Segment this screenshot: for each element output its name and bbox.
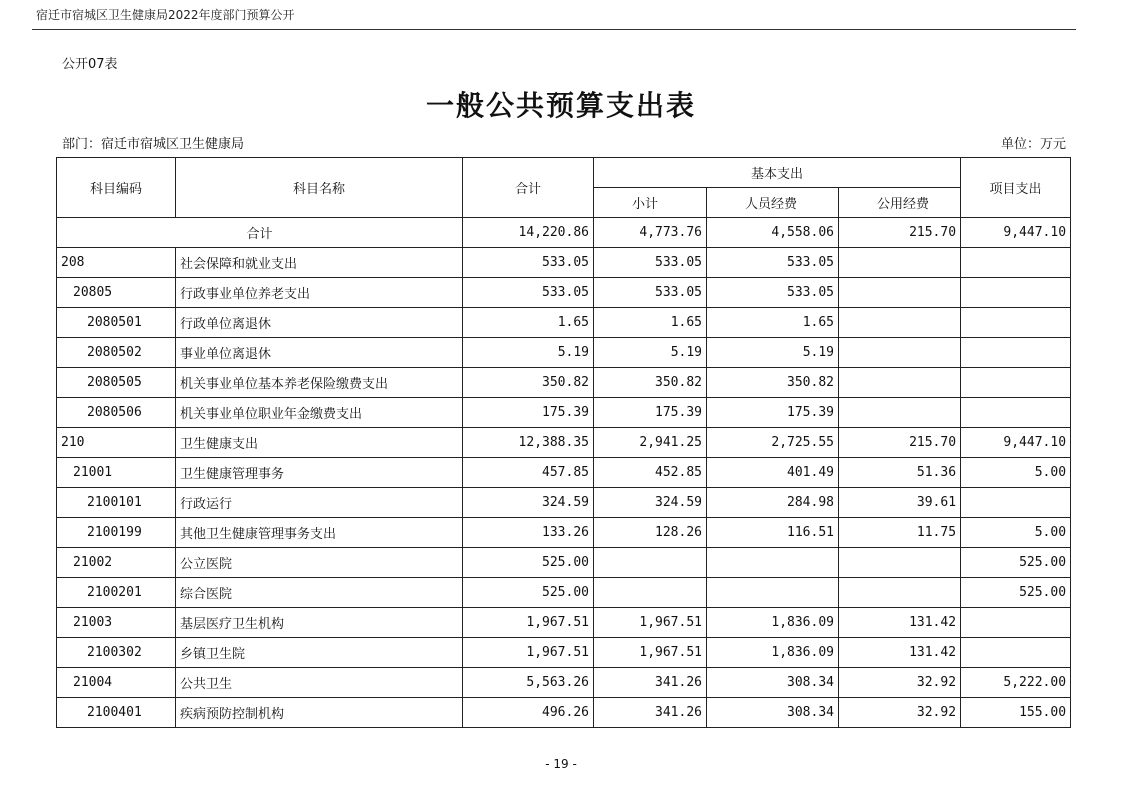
col-header-project: 项目支出 xyxy=(961,158,1071,218)
row-subtotal xyxy=(594,578,707,608)
table-row xyxy=(57,338,1071,368)
col-header-basic: 基本支出 xyxy=(594,158,961,188)
row-code: 21002 xyxy=(57,548,176,578)
row-subtotal: 1,967.51 xyxy=(594,608,707,638)
table-row xyxy=(57,428,1071,458)
row-code: 2100302 xyxy=(57,638,176,668)
table-row xyxy=(57,308,1071,338)
row-total: 5.19 xyxy=(463,338,594,368)
row-name: 疾病预防控制机构 xyxy=(176,698,463,728)
row-public xyxy=(839,308,961,338)
col-header-code: 科目编码 xyxy=(57,158,176,218)
col-header-total: 合计 xyxy=(463,158,594,218)
row-subtotal xyxy=(594,548,707,578)
total-row-subtotal: 4,773.76 xyxy=(594,218,707,248)
row-project xyxy=(961,608,1071,638)
row-personnel xyxy=(707,578,839,608)
header-divider xyxy=(32,29,1076,30)
row-public: 11.75 xyxy=(839,518,961,548)
row-code: 2100201 xyxy=(57,578,176,608)
row-total: 1,967.51 xyxy=(463,608,594,638)
row-public xyxy=(839,248,961,278)
total-row-public: 215.70 xyxy=(839,218,961,248)
row-total: 1,967.51 xyxy=(463,638,594,668)
row-public xyxy=(839,368,961,398)
row-project: 5.00 xyxy=(961,518,1071,548)
row-personnel: 116.51 xyxy=(707,518,839,548)
row-personnel: 401.49 xyxy=(707,458,839,488)
table-row xyxy=(57,458,1071,488)
row-code: 2080505 xyxy=(57,368,176,398)
row-project xyxy=(961,398,1071,428)
table-row xyxy=(57,698,1071,728)
row-personnel: 308.34 xyxy=(707,668,839,698)
table-row xyxy=(57,278,1071,308)
row-subtotal: 1.65 xyxy=(594,308,707,338)
row-subtotal: 5.19 xyxy=(594,338,707,368)
row-personnel xyxy=(707,548,839,578)
row-public: 51.36 xyxy=(839,458,961,488)
row-personnel: 2,725.55 xyxy=(707,428,839,458)
row-project xyxy=(961,248,1071,278)
row-name: 机关事业单位职业年金缴费支出 xyxy=(176,398,463,428)
row-name: 基层医疗卫生机构 xyxy=(176,608,463,638)
row-public: 32.92 xyxy=(839,698,961,728)
row-subtotal: 341.26 xyxy=(594,668,707,698)
row-subtotal: 533.05 xyxy=(594,248,707,278)
row-code: 2080502 xyxy=(57,338,176,368)
table-row xyxy=(57,668,1071,698)
table-body xyxy=(57,218,1071,728)
col-header-name: 科目名称 xyxy=(176,158,463,218)
row-personnel: 175.39 xyxy=(707,398,839,428)
row-personnel: 5.19 xyxy=(707,338,839,368)
row-project: 9,447.10 xyxy=(961,428,1071,458)
row-total: 496.26 xyxy=(463,698,594,728)
table-row xyxy=(57,488,1071,518)
row-code: 20805 xyxy=(57,278,176,308)
row-project xyxy=(961,308,1071,338)
row-name: 综合医院 xyxy=(176,578,463,608)
row-code: 21004 xyxy=(57,668,176,698)
row-name: 事业单位离退休 xyxy=(176,338,463,368)
row-public: 215.70 xyxy=(839,428,961,458)
row-subtotal: 2,941.25 xyxy=(594,428,707,458)
row-subtotal: 341.26 xyxy=(594,698,707,728)
row-name: 行政单位离退休 xyxy=(176,308,463,338)
row-personnel: 1,836.09 xyxy=(707,638,839,668)
row-public xyxy=(839,398,961,428)
page-number: - 19 - xyxy=(545,757,577,771)
row-code: 208 xyxy=(57,248,176,278)
row-project: 525.00 xyxy=(961,548,1071,578)
row-subtotal: 452.85 xyxy=(594,458,707,488)
row-subtotal: 533.05 xyxy=(594,278,707,308)
row-name: 卫生健康管理事务 xyxy=(176,458,463,488)
row-code: 2100101 xyxy=(57,488,176,518)
row-public xyxy=(839,338,961,368)
row-personnel: 350.82 xyxy=(707,368,839,398)
row-total: 324.59 xyxy=(463,488,594,518)
row-project: 5,222.00 xyxy=(961,668,1071,698)
table-number: 公开07表 xyxy=(62,57,118,72)
row-subtotal: 324.59 xyxy=(594,488,707,518)
total-row-label: 合计 xyxy=(57,218,463,248)
row-name: 卫生健康支出 xyxy=(176,428,463,458)
row-name: 行政事业单位养老支出 xyxy=(176,278,463,308)
row-name: 其他卫生健康管理事务支出 xyxy=(176,518,463,548)
row-total: 533.05 xyxy=(463,278,594,308)
row-code: 21001 xyxy=(57,458,176,488)
row-subtotal: 175.39 xyxy=(594,398,707,428)
row-personnel: 308.34 xyxy=(707,698,839,728)
row-project xyxy=(961,488,1071,518)
row-name: 乡镇卫生院 xyxy=(176,638,463,668)
row-name: 行政运行 xyxy=(176,488,463,518)
row-personnel: 284.98 xyxy=(707,488,839,518)
row-name: 公立医院 xyxy=(176,548,463,578)
col-header-public: 公用经费 xyxy=(839,188,961,218)
row-total: 12,388.35 xyxy=(463,428,594,458)
document-header: 宿迁市宿城区卫生健康局2022年度部门预算公开 xyxy=(36,8,295,22)
row-total: 5,563.26 xyxy=(463,668,594,698)
table-row xyxy=(57,248,1071,278)
row-code: 2100199 xyxy=(57,518,176,548)
row-total: 533.05 xyxy=(463,248,594,278)
table-row xyxy=(57,578,1071,608)
row-project xyxy=(961,278,1071,308)
row-personnel: 533.05 xyxy=(707,248,839,278)
row-total: 1.65 xyxy=(463,308,594,338)
row-code: 210 xyxy=(57,428,176,458)
row-total: 133.26 xyxy=(463,518,594,548)
row-project: 5.00 xyxy=(961,458,1071,488)
total-row-project: 9,447.10 xyxy=(961,218,1071,248)
total-row-total: 14,220.86 xyxy=(463,218,594,248)
row-total: 350.82 xyxy=(463,368,594,398)
row-total: 525.00 xyxy=(463,548,594,578)
budget-table xyxy=(56,157,1071,728)
row-public: 39.61 xyxy=(839,488,961,518)
row-name: 社会保障和就业支出 xyxy=(176,248,463,278)
row-project xyxy=(961,368,1071,398)
table-row xyxy=(57,548,1071,578)
row-personnel: 1.65 xyxy=(707,308,839,338)
col-header-subtotal: 小计 xyxy=(594,188,707,218)
row-public: 131.42 xyxy=(839,608,961,638)
row-personnel: 533.05 xyxy=(707,278,839,308)
table-row xyxy=(57,398,1071,428)
row-project xyxy=(961,638,1071,668)
row-project xyxy=(961,338,1071,368)
row-total: 457.85 xyxy=(463,458,594,488)
total-row xyxy=(57,218,1071,248)
row-subtotal: 128.26 xyxy=(594,518,707,548)
row-code: 21003 xyxy=(57,608,176,638)
row-subtotal: 1,967.51 xyxy=(594,638,707,668)
table-row xyxy=(57,608,1071,638)
row-public xyxy=(839,278,961,308)
row-project: 155.00 xyxy=(961,698,1071,728)
row-name: 公共卫生 xyxy=(176,668,463,698)
row-name: 机关事业单位基本养老保险缴费支出 xyxy=(176,368,463,398)
total-row-personnel: 4,558.06 xyxy=(707,218,839,248)
unit-label: 单位：万元 xyxy=(1000,137,1066,152)
row-total: 525.00 xyxy=(463,578,594,608)
row-public xyxy=(839,578,961,608)
row-total: 175.39 xyxy=(463,398,594,428)
table-header xyxy=(57,158,1071,218)
row-code: 2100401 xyxy=(57,698,176,728)
row-personnel: 1,836.09 xyxy=(707,608,839,638)
table-row xyxy=(57,368,1071,398)
department-label: 部门：宿迁市宿城区卫生健康局 xyxy=(62,137,245,152)
row-code: 2080506 xyxy=(57,398,176,428)
row-subtotal: 350.82 xyxy=(594,368,707,398)
table-row xyxy=(57,518,1071,548)
table-row xyxy=(57,638,1071,668)
page-title: 一般公共预算支出表 xyxy=(425,89,696,122)
row-project: 525.00 xyxy=(961,578,1071,608)
col-header-personnel: 人员经费 xyxy=(707,188,839,218)
row-public: 131.42 xyxy=(839,638,961,668)
row-public xyxy=(839,548,961,578)
row-public: 32.92 xyxy=(839,668,961,698)
row-code: 2080501 xyxy=(57,308,176,338)
